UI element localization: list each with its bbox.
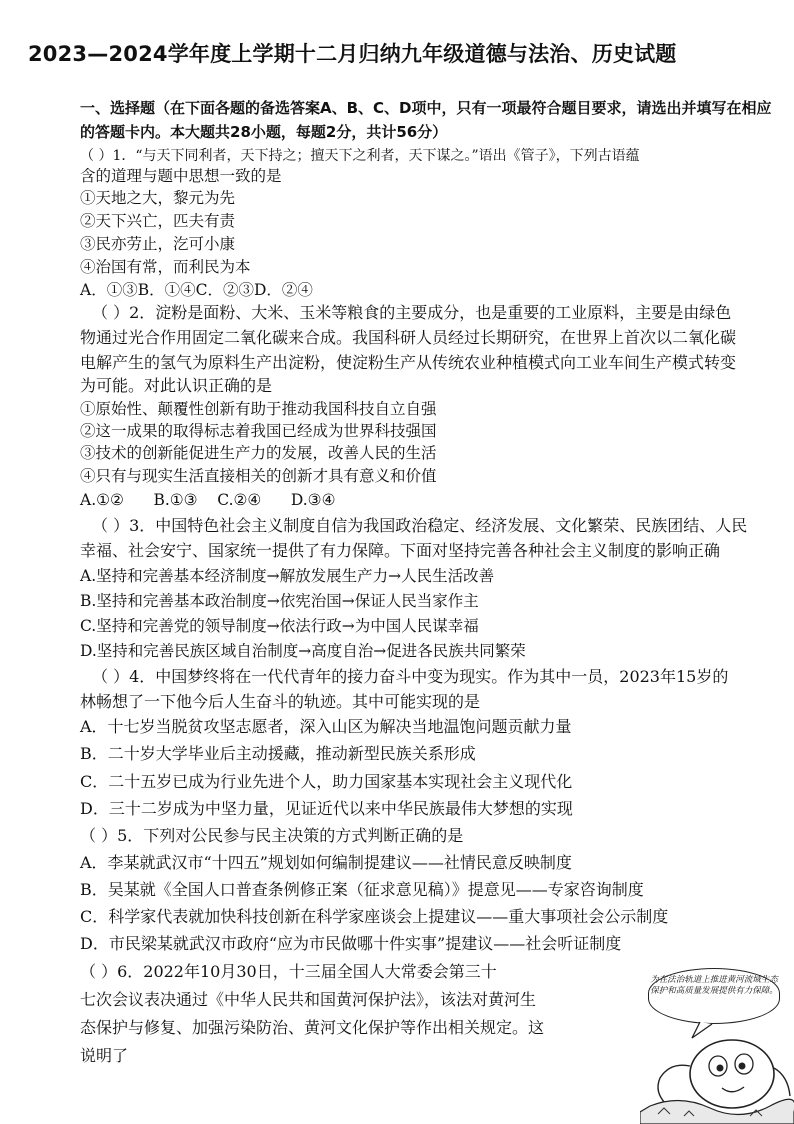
q2-options: A.①② B.①③ C.②④ D.③④ (80, 491, 336, 509)
q1-item-4: ④治国有常，而利民为本 (80, 258, 251, 276)
q2-item-1: ①原始性、颠覆性创新有助于推动我国科技自立自强 (80, 400, 437, 418)
q1-options: A．①③B．①④C．②③D．②④ (80, 281, 313, 299)
q5-option-c: C．科学家代表就加快科技创新在科学家座谈会上提建议——重大事项社会公示制度 (80, 907, 669, 926)
q2-stem-line1: （ ）2．淀粉是面粉、大米、玉米等粮食的主要成分，也是重要的工业原料，主要是由绿色 (92, 303, 732, 322)
q1-item-1: ①天地之大，黎元为先 (80, 189, 236, 207)
q6-stem-line1: （ ）6．2022年10月30日，十三届全国人大常委会第三十 (80, 962, 497, 981)
q1-stem-line2: 含的道理与题中思想一致的是 (80, 167, 282, 185)
q5-option-a: A．李某就武汉市“十四五”规划如何编制提建议——社情民意反映制度 (80, 853, 572, 872)
q2-item-3: ③技术的创新能促进生产力的发展，改善人民的生活 (80, 444, 437, 462)
q2-item-2: ②这一成果的取得标志着我国已经成为世界科技强国 (80, 422, 437, 440)
cartoon-drawing (640, 966, 794, 1124)
q2-stem-line3: 电解产生的氢气为原料生产出淀粉，使淀粉生产从传统农业种植模式向工业车间生产模式转变 (80, 353, 737, 372)
q2-item-4: ④只有与现实生活直接相关的创新才具有意义和价值 (80, 467, 437, 485)
q4-option-c: C．二十五岁已成为行业先进个人，助力国家基本实现社会主义现代化 (80, 772, 573, 791)
q4-stem-line1: （ ）4．中国梦终将在一代代青年的接力奋斗中变为现实。作为其中一员，2023年15岁的 (92, 667, 729, 686)
q5-option-b: B．吴某就《全国人口普查条例修正案（征求意见稿）》提意见——专家咨询制度 (80, 880, 644, 899)
cartoon-speech-bubble: 为在法治轨道上推进黄河流域生态保护和高质量发展提供有力保障。 (648, 968, 780, 1024)
q5-stem: （ ）5．下列对公民参与民主决策的方式判断正确的是 (80, 826, 464, 845)
section-instruction-line1: 一、选择题（在下面各题的备选答案A、B、C、D项中，只有一项最符合题目要求，请选出并填写在相应 (80, 99, 772, 117)
q3-stem-line2: 幸福、社会安宁、国家统一提供了有力保障。下面对坚持完善各种社会主义制度的影响正确 (80, 541, 721, 560)
q1-item-2: ②天下兴亡，匹夫有责 (80, 212, 236, 230)
q6-stem-line2: 七次会议表决通过《中华人民共和国黄河保护法》，该法对黄河生 (80, 990, 537, 1009)
q1-stem-line1: （ ）1．“与天下同利者，天下持之；擅天下之利者，天下谋之。”语出《管子》，下列古语蕴 (80, 148, 640, 164)
q4-option-a: A．十七岁当脱贫攻坚志愿者，深入山区为解决当地温饱问题贡献力量 (80, 717, 572, 736)
cartoon-illustration (640, 966, 794, 1124)
q5-option-d: D．市民梁某就武汉市政府“应为市民做哪十件实事”提建议——社会听证制度 (80, 934, 622, 953)
q2-stem-line4: 为可能。对此认识正确的是 (80, 376, 273, 395)
exam-title: 2023—2024学年度上学期十二月归纳九年级道德与法治、历史试题 (28, 42, 677, 66)
q3-stem-line1: （ ）3．中国特色社会主义制度自信为我国政治稳定、经济发展、文化繁荣、民族团结、人民 (92, 516, 748, 535)
q4-option-b: B．二十岁大学毕业后主动援藏，推动新型民族关系形成 (80, 744, 476, 763)
q2-stem-line2: 物通过光合作用固定二氧化碳来合成。我国科研人员经过长期研究，在世界上首次以二氧化碳 (80, 328, 737, 347)
q6-stem-line3: 态保护与修复、加强污染防治、黄河文化保护等作出相关规定。这 (80, 1018, 545, 1037)
section-instruction-line2: 的答题卡内。本大题共28小题，每题2分，共计56分） (80, 123, 448, 141)
q6-stem-line4: 说明了 (80, 1046, 129, 1065)
q3-option-c: C.坚持和完善党的领导制度→依法行政→为中国人民谋幸福 (80, 617, 479, 635)
q3-option-b: B.坚持和完善基本政治制度→依宪治国→保证人民当家作主 (80, 592, 479, 610)
q3-option-d: D.坚持和完善民族区域自治制度→高度自治→促进各民族共同繁荣 (80, 642, 526, 660)
q4-stem-line2: 林畅想了一下他今后人生奋斗的轨迹。其中可能实现的是 (80, 692, 481, 711)
q1-item-3: ③民亦劳止，汔可小康 (80, 235, 236, 253)
q4-option-d: D．三十二岁成为中坚力量，见证近代以来中华民族最伟大梦想的实现 (80, 799, 573, 818)
q3-option-a: A.坚持和完善基本经济制度→解放发展生产力→人民生活改善 (80, 567, 495, 585)
